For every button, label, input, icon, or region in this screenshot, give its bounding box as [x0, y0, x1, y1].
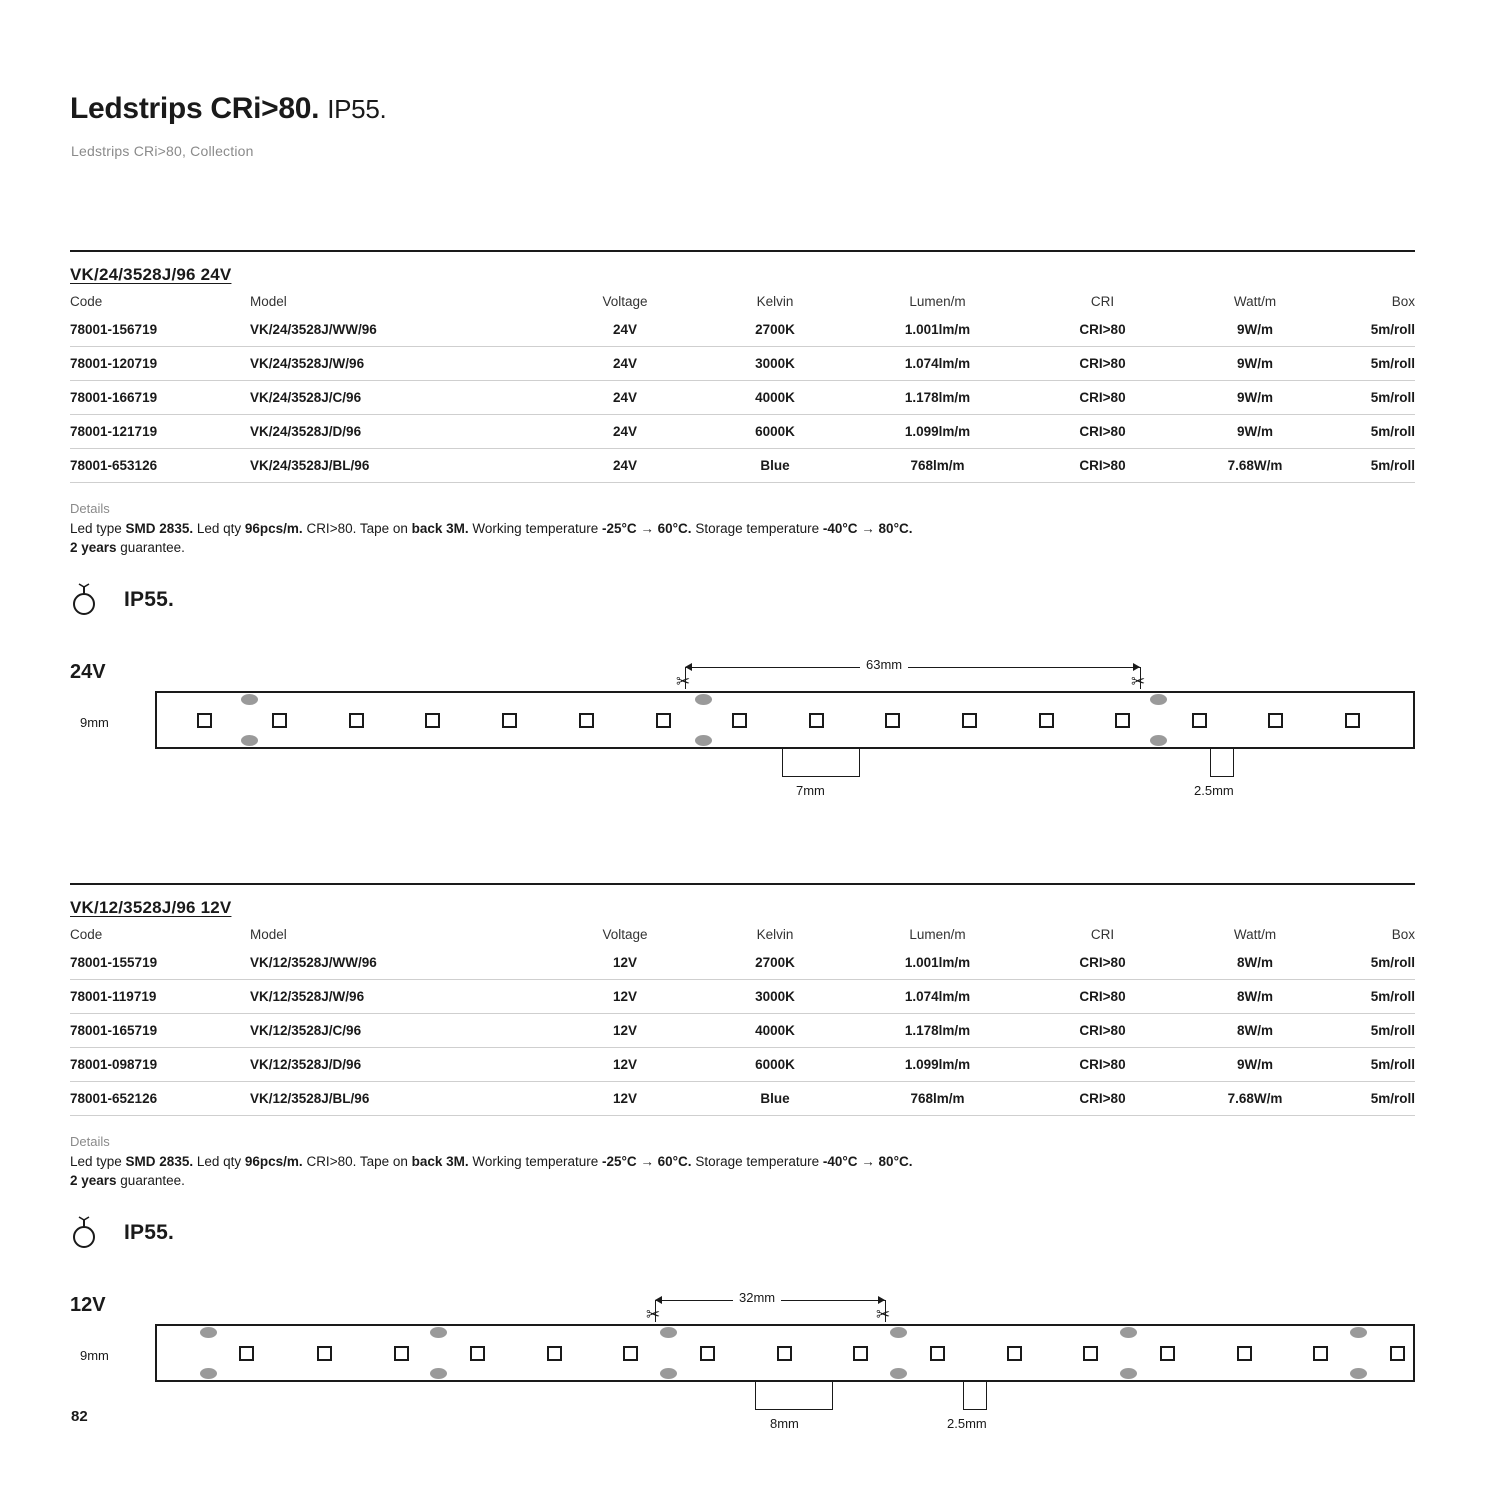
led-chip [239, 1346, 254, 1361]
cell-lumen: 1.074lm/m [850, 347, 1025, 381]
cell-code: 78001-155719 [70, 946, 250, 980]
cell-code: 78001-119719 [70, 980, 250, 1014]
led-chip [1237, 1346, 1252, 1361]
droplet-shield-icon [70, 583, 104, 617]
solder-pad [1350, 1327, 1367, 1338]
col-box: Box [1391, 294, 1415, 309]
cell-watt: 7.68W/m [1180, 449, 1330, 483]
diagram-voltage-label: 12V [70, 1294, 106, 1316]
page-subtitle: Ledstrips CRi>80, Collection [71, 143, 254, 159]
cell-code: 78001-165719 [70, 1014, 250, 1048]
table-row [70, 381, 1415, 415]
led-chip [962, 713, 977, 728]
led-chip [1268, 713, 1283, 728]
dim-tick [986, 1382, 987, 1410]
solder-pad [1120, 1368, 1137, 1379]
cell-code: 78001-653126 [70, 449, 250, 483]
led-chip [272, 713, 287, 728]
strip-diagram-24v [70, 639, 1415, 814]
table-row [70, 1014, 1415, 1048]
solder-pad [200, 1368, 217, 1379]
solder-pad [1150, 735, 1167, 746]
led-chip [1313, 1346, 1328, 1361]
cell-voltage: 12V [550, 946, 700, 980]
led-chip [579, 713, 594, 728]
cell-watt: 7.68W/m [1180, 1082, 1330, 1116]
cell-watt: 8W/m [1180, 946, 1330, 980]
solder-pad [660, 1327, 677, 1338]
col-voltage: Voltage [602, 927, 648, 942]
section-12v [70, 883, 1415, 1447]
cell-kelvin: 4000K [700, 381, 850, 415]
ip-label: IP55. [124, 1221, 175, 1244]
cell-box: 5m/roll [1330, 381, 1415, 415]
cell-cri: CRI>80 [1025, 347, 1180, 381]
cell-lumen: 1.099lm/m [850, 1048, 1025, 1082]
dim-line-pitch [782, 776, 859, 777]
table-row [70, 1048, 1415, 1082]
led-strip-body [155, 691, 1415, 749]
col-box: Box [1391, 927, 1415, 942]
cell-watt: 8W/m [1180, 980, 1330, 1014]
section-title-12v: VK/12/3528J/96 12V [70, 898, 232, 917]
cell-voltage: 24V [550, 347, 700, 381]
led-chip [623, 1346, 638, 1361]
cell-model: VK/24/3528J/C/96 [250, 381, 550, 415]
page-number: 82 [71, 1408, 88, 1425]
col-model: Model [250, 294, 287, 309]
col-kelvin: Kelvin [756, 927, 794, 942]
cell-watt: 9W/m [1180, 1048, 1330, 1082]
droplet-shield-icon [70, 1216, 104, 1250]
table-row [70, 980, 1415, 1014]
cell-lumen: 768lm/m [850, 449, 1025, 483]
cell-watt: 9W/m [1180, 313, 1330, 347]
cell-code: 78001-121719 [70, 415, 250, 449]
led-chip [1083, 1346, 1098, 1361]
table-row [70, 313, 1415, 347]
cell-voltage: 12V [550, 1048, 700, 1082]
led-chip [777, 1346, 792, 1361]
dim-arrow-left [685, 663, 692, 671]
cell-cri: CRI>80 [1025, 980, 1180, 1014]
cell-box: 5m/roll [1330, 347, 1415, 381]
details-line-2: 2 years guarantee. [70, 1173, 185, 1188]
dim-line-cut-span [685, 667, 1140, 668]
cell-watt: 8W/m [1180, 1014, 1330, 1048]
dim-arrow-right [1133, 663, 1140, 671]
cell-model: VK/24/3528J/BL/96 [250, 449, 550, 483]
col-code: Code [70, 294, 103, 309]
dim-line-pad [1210, 776, 1233, 777]
col-code: Code [70, 927, 103, 942]
led-chip [547, 1346, 562, 1361]
solder-pad [1350, 1368, 1367, 1379]
table-row [70, 449, 1415, 483]
cell-model: VK/12/3528J/C/96 [250, 1014, 550, 1048]
dim-tick [782, 749, 783, 777]
cell-kelvin: 4000K [700, 1014, 850, 1048]
cell-box: 5m/roll [1330, 1082, 1415, 1116]
cell-kelvin: Blue [700, 449, 850, 483]
solder-pad [1120, 1327, 1137, 1338]
cell-cri: CRI>80 [1025, 1014, 1180, 1048]
details-line-1: Led type SMD 2835. Led qty 96pcs/m. CRI>80. Tape on back 3M. Working temperature -25°C → 60°C. Storage temperature -40°C → 80°C. [70, 521, 913, 536]
led-chip [1039, 713, 1054, 728]
cell-lumen: 1.178lm/m [850, 1014, 1025, 1048]
led-chip [1390, 1346, 1405, 1361]
cell-voltage: 24V [550, 313, 700, 347]
led-chip [853, 1346, 868, 1361]
led-chip [1160, 1346, 1175, 1361]
scissors-icon: ✂ [876, 1305, 891, 1324]
ip-rating-24v [70, 583, 1415, 617]
cell-lumen: 1.001lm/m [850, 313, 1025, 347]
dim-tick [755, 1382, 756, 1410]
led-chip [1007, 1346, 1022, 1361]
details-label: Details [70, 1134, 110, 1149]
dim-label-pad: 2.5mm [1188, 783, 1240, 798]
ip-rating-12v [70, 1216, 1415, 1250]
cell-lumen: 1.099lm/m [850, 415, 1025, 449]
dim-tick [1233, 749, 1234, 777]
cell-voltage: 12V [550, 1014, 700, 1048]
cell-watt: 9W/m [1180, 381, 1330, 415]
details-line-1: Led type SMD 2835. Led qty 96pcs/m. CRI>80. Tape on back 3M. Working temperature -25°C → 60°C. Storage temperature -40°C → 80°C. [70, 1154, 913, 1169]
solder-pad [200, 1327, 217, 1338]
solder-pad [695, 735, 712, 746]
cell-kelvin: 2700K [700, 313, 850, 347]
led-chip [197, 713, 212, 728]
dim-label-pad: 2.5mm [941, 1416, 993, 1431]
dim-tick [832, 1382, 833, 1410]
cell-box: 5m/roll [1330, 1048, 1415, 1082]
solder-pad [890, 1327, 907, 1338]
solder-pad [430, 1327, 447, 1338]
col-cri: CRI [1090, 294, 1115, 309]
solder-pad [695, 694, 712, 705]
led-chip [1345, 713, 1360, 728]
table-header-row [70, 294, 1415, 313]
strip-diagram-12v [70, 1272, 1415, 1447]
col-lumen: Lumen/m [909, 294, 966, 309]
cell-code: 78001-652126 [70, 1082, 250, 1116]
led-chip [700, 1346, 715, 1361]
col-lumen: Lumen/m [909, 927, 966, 942]
led-strip-body [155, 1324, 1415, 1382]
cell-voltage: 24V [550, 415, 700, 449]
cell-cri: CRI>80 [1025, 1082, 1180, 1116]
cell-cri: CRI>80 [1025, 381, 1180, 415]
cell-cri: CRI>80 [1025, 449, 1180, 483]
cell-voltage: 12V [550, 980, 700, 1014]
cell-voltage: 24V [550, 449, 700, 483]
led-chip [930, 1346, 945, 1361]
solder-pad [430, 1368, 447, 1379]
page-title-sub: IP55. [327, 94, 387, 124]
cell-cri: CRI>80 [1025, 1048, 1180, 1082]
cell-model: VK/24/3528J/W/96 [250, 347, 550, 381]
led-chip [809, 713, 824, 728]
cell-code: 78001-120719 [70, 347, 250, 381]
led-chip [317, 1346, 332, 1361]
cell-model: VK/12/3528J/W/96 [250, 980, 550, 1014]
cell-voltage: 24V [550, 381, 700, 415]
cell-model: VK/12/3528J/D/96 [250, 1048, 550, 1082]
table-row [70, 1082, 1415, 1116]
solder-pad [241, 694, 258, 705]
details-text [70, 519, 1415, 557]
scissors-icon: ✂ [646, 1305, 661, 1324]
solder-pad [241, 735, 258, 746]
dim-label-cut-span: 32mm [733, 1290, 781, 1305]
cell-box: 5m/roll [1330, 1014, 1415, 1048]
diagram-height-label: 9mm [80, 1348, 109, 1363]
led-chip [656, 713, 671, 728]
scissors-icon: ✂ [676, 672, 691, 691]
dim-tick [859, 749, 860, 777]
col-cri: CRI [1090, 927, 1115, 942]
cell-model: VK/24/3528J/WW/96 [250, 313, 550, 347]
cell-code: 78001-098719 [70, 1048, 250, 1082]
col-watt: Watt/m [1233, 927, 1277, 942]
cell-model: VK/24/3528J/D/96 [250, 415, 550, 449]
page-title-main: Ledstrips CRi>80. [70, 92, 320, 125]
solder-pad [1150, 694, 1167, 705]
details-text [70, 1152, 1415, 1190]
ip-label: IP55. [124, 588, 175, 611]
cell-lumen: 768lm/m [850, 1082, 1025, 1116]
led-chip [502, 713, 517, 728]
dim-arrow-right [878, 1296, 885, 1304]
cell-box: 5m/roll [1330, 980, 1415, 1014]
cell-cri: CRI>80 [1025, 415, 1180, 449]
diagram-voltage-label: 24V [70, 661, 106, 683]
cell-voltage: 12V [550, 1082, 700, 1116]
cell-kelvin: 3000K [700, 347, 850, 381]
col-voltage: Voltage [602, 294, 648, 309]
cell-watt: 9W/m [1180, 415, 1330, 449]
col-model: Model [250, 927, 287, 942]
cell-kelvin: 3000K [700, 980, 850, 1014]
led-chip [425, 713, 440, 728]
scissors-icon: ✂ [1131, 672, 1146, 691]
solder-pad [660, 1368, 677, 1379]
solder-pad [890, 1368, 907, 1379]
cell-kelvin: 6000K [700, 415, 850, 449]
cell-box: 5m/roll [1330, 449, 1415, 483]
dim-tick [963, 1382, 964, 1410]
cell-model: VK/12/3528J/BL/96 [250, 1082, 550, 1116]
led-chip [349, 713, 364, 728]
spec-table-12v [70, 927, 1415, 1116]
led-chip [732, 713, 747, 728]
cell-lumen: 1.178lm/m [850, 381, 1025, 415]
section-24v [70, 250, 1415, 814]
cell-cri: CRI>80 [1025, 313, 1180, 347]
cell-box: 5m/roll [1330, 415, 1415, 449]
dim-line-pad [963, 1409, 986, 1410]
table-row [70, 347, 1415, 381]
led-chip [394, 1346, 409, 1361]
cell-kelvin: 2700K [700, 946, 850, 980]
spec-table-24v [70, 294, 1415, 483]
cell-lumen: 1.001lm/m [850, 946, 1025, 980]
details-label: Details [70, 501, 110, 516]
table-row [70, 415, 1415, 449]
dim-line-pitch [755, 1409, 832, 1410]
led-chip [470, 1346, 485, 1361]
cell-kelvin: 6000K [700, 1048, 850, 1082]
dim-arrow-left [655, 1296, 662, 1304]
col-watt: Watt/m [1233, 294, 1277, 309]
cell-code: 78001-166719 [70, 381, 250, 415]
dim-label-cut-span: 63mm [860, 657, 908, 672]
cell-cri: CRI>80 [1025, 946, 1180, 980]
dim-label-pitch: 8mm [764, 1416, 805, 1431]
cell-model: VK/12/3528J/WW/96 [250, 946, 550, 980]
diagram-height-label: 9mm [80, 715, 109, 730]
cell-watt: 9W/m [1180, 347, 1330, 381]
cell-code: 78001-156719 [70, 313, 250, 347]
cell-kelvin: Blue [700, 1082, 850, 1116]
page-title [70, 92, 386, 126]
section-title-24v: VK/24/3528J/96 24V [70, 265, 232, 284]
dim-tick [1210, 749, 1211, 777]
cell-lumen: 1.074lm/m [850, 980, 1025, 1014]
cell-box: 5m/roll [1330, 313, 1415, 347]
col-kelvin: Kelvin [756, 294, 794, 309]
table-header-row [70, 927, 1415, 946]
cell-box: 5m/roll [1330, 946, 1415, 980]
led-chip [885, 713, 900, 728]
led-chip [1115, 713, 1130, 728]
table-row [70, 946, 1415, 980]
details-line-2: 2 years guarantee. [70, 540, 185, 555]
dim-label-pitch: 7mm [790, 783, 831, 798]
led-chip [1192, 713, 1207, 728]
